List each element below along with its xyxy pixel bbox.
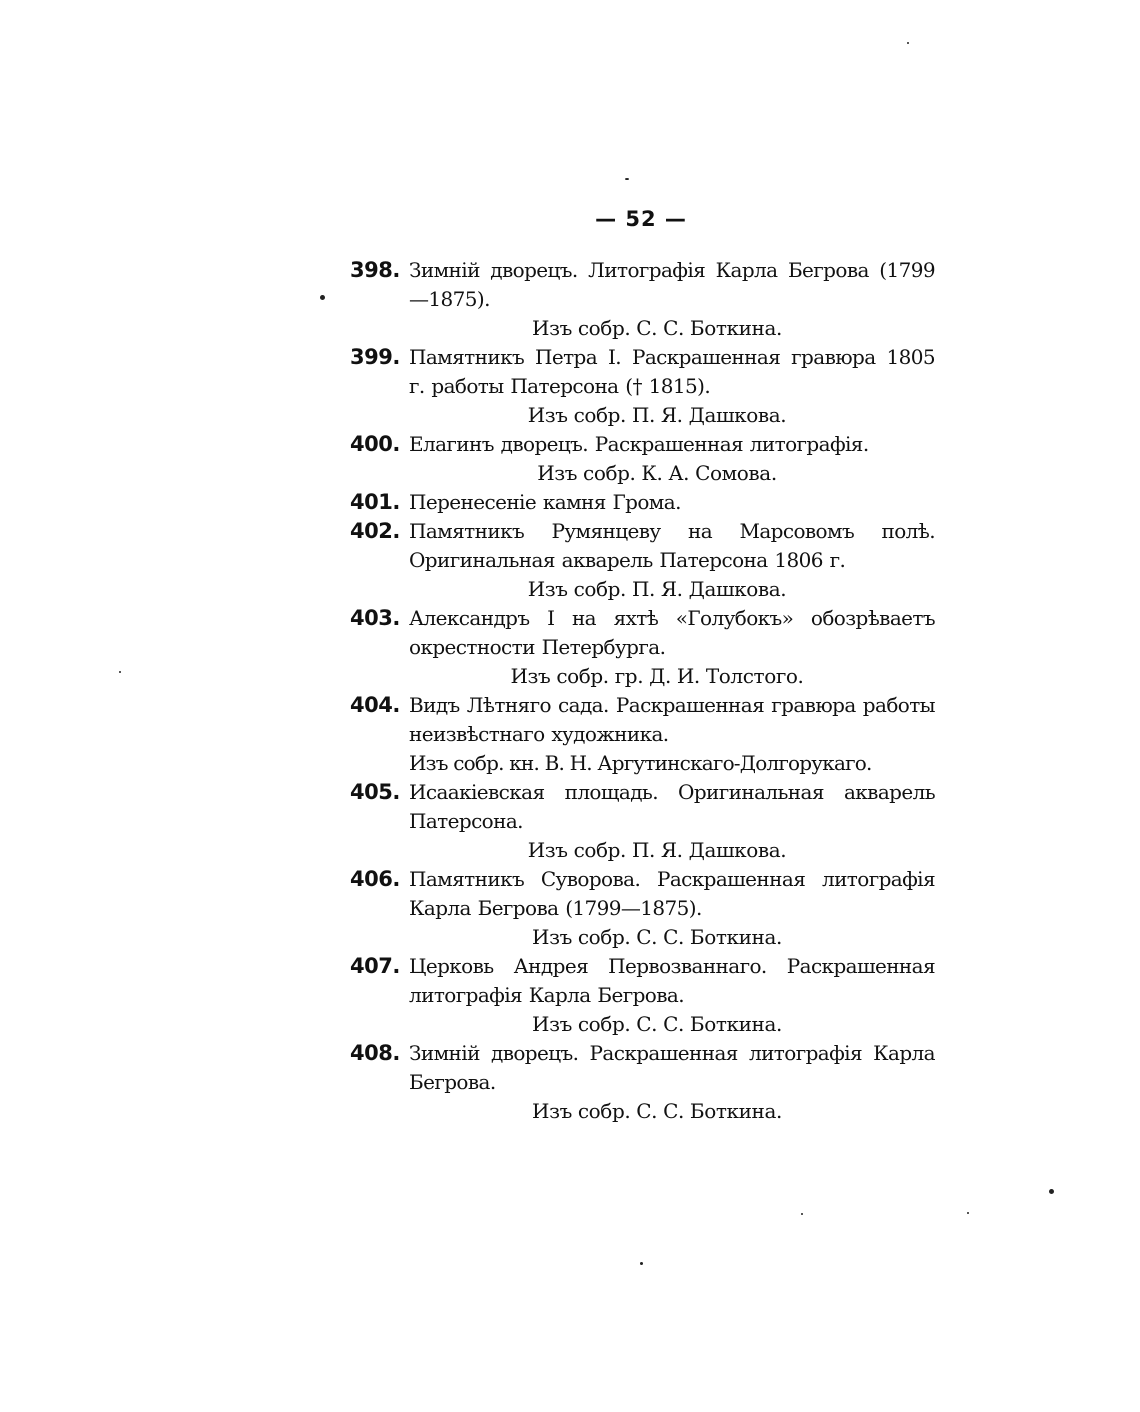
entry-description: Видъ Лѣтняго сада. Раскрашенная гравюра работы неизвѣстнаго художника.	[409, 693, 935, 746]
entry-source: Изъ собр. С. С. Боткина.	[532, 1012, 782, 1036]
catalog-entry-403	[350, 604, 935, 691]
entry-number: 398.	[350, 258, 400, 282]
page-number: — 52 —	[595, 207, 687, 231]
catalog-entry-406	[350, 865, 935, 952]
entry-description: Исаакіевская площадь. Оригинальная акварель Патерсона.	[409, 780, 935, 833]
catalog-entry-399	[350, 343, 935, 430]
entry-number: 400.	[350, 432, 400, 456]
scan-speck	[907, 42, 909, 44]
entry-description: Памятникъ Румянцеву на Марсовомъ полѣ. Оригинальная акварель Патерсона 1806 г.	[409, 519, 935, 572]
catalog-entry-407	[350, 952, 935, 1039]
entry-number: 405.	[350, 780, 400, 804]
entry-description: Памятникъ Суворова. Раскрашенная литографія Карла Бегрова (1799—1875).	[409, 867, 935, 920]
catalog-column	[350, 256, 935, 1126]
entry-source: Изъ собр. К. А. Сомова.	[537, 461, 777, 485]
catalog-entry-404	[350, 691, 935, 778]
catalog-entry-405	[350, 778, 935, 865]
catalog-entry-398	[350, 256, 935, 343]
scan-speck	[967, 1212, 969, 1214]
entry-source: Изъ собр. П. Я. Дашкова.	[527, 403, 787, 427]
entry-number: 403.	[350, 606, 400, 630]
entry-number: 406.	[350, 867, 400, 891]
entry-number: 402.	[350, 519, 400, 543]
entry-description: Александръ I на яхтѣ «Голубокъ» обозрѣваетъ окрестности Петербурга.	[409, 606, 935, 659]
entry-source: Изъ собр. П. Я. Дашкова.	[527, 838, 787, 862]
entry-number: 401.	[350, 490, 400, 514]
entry-source: Изъ собр. С. С. Боткина.	[532, 1099, 782, 1123]
scan-speck	[625, 178, 629, 180]
entry-number: 407.	[350, 954, 400, 978]
scan-speck	[119, 671, 121, 673]
scan-speck	[640, 1262, 643, 1265]
scan-speck	[1049, 1189, 1054, 1194]
scan-speck	[320, 295, 325, 300]
entry-description: Елагинъ дворецъ. Раскрашенная литографія.	[409, 432, 869, 456]
scan-speck	[801, 1213, 803, 1215]
entry-number: 408.	[350, 1041, 400, 1065]
entry-description: Церковь Андрея Первозваннаго. Раскрашенная литографія Карла Бегрова.	[409, 954, 935, 1007]
catalog-entry-402	[350, 517, 935, 604]
entry-description: Памятникъ Петра I. Раскрашенная гравюра 1805 г. работы Патерсона († 1815).	[409, 345, 935, 398]
entry-description: Зимній дворецъ. Раскрашенная литографія Карла Бегрова.	[409, 1041, 935, 1094]
entry-number: 399.	[350, 345, 400, 369]
entry-number: 404.	[350, 693, 400, 717]
entry-description: Зимній дворецъ. Литографія Карла Бегрова (1799—1875).	[409, 258, 935, 311]
catalog-entry-400	[350, 430, 935, 488]
entry-source: Изъ собр. С. С. Боткина.	[532, 925, 782, 949]
entry-source: Изъ собр. П. Я. Дашкова.	[527, 577, 787, 601]
entry-description: Перенесеніе камня Грома.	[409, 490, 681, 514]
entry-source: Изъ собр. кн. В. Н. Аргутинскаго-Долгорукаго.	[409, 751, 872, 775]
catalog-entry-408	[350, 1039, 935, 1126]
entry-source: Изъ собр. С. С. Боткина.	[532, 316, 782, 340]
catalog-entry-401	[350, 488, 935, 517]
entry-source: Изъ собр. гр. Д. И. Толстого.	[510, 664, 804, 688]
